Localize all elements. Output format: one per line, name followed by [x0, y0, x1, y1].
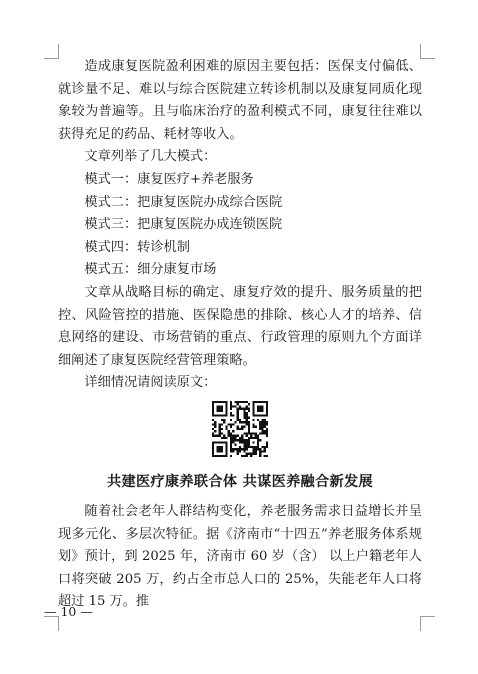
crop-mark-top-right — [420, 44, 435, 59]
paragraph-modes-intro: 文章列举了几大模式： — [84, 149, 217, 165]
paragraph-aging-population: 随着社会老年人群结构变化，养老服务需求日益增长并呈现多元化、多层次特征。据《济南市“十四五”养老服务体系规划》预计，到 2025 年，济南市 60 岁（含） 以上户籍老年人口将突破 205 万，约占全市总人口的 25%，失能老年人口将超过 15 万。推 — [58, 503, 422, 610]
paragraph-profit-difficulties: 造成康复医院盈利困难的原因主要包括：医保支付偏低、就诊量不足、难以与综合医院建立转诊机制以及康复同质化现象较为普遍等。且与临床治疗的盈利模式不同，康复往往难以获得充足的药品、耗材等收入。 — [58, 59, 422, 142]
crop-mark-bottom-right — [420, 616, 435, 631]
list-item: 模式二：把康复医院办成综合医院 — [84, 194, 283, 210]
list-item: 模式一：康复医疗+养老服务 — [84, 171, 254, 187]
modes-list — [58, 169, 422, 282]
list-item: 模式四：转诊机制 — [84, 239, 190, 255]
qr-code-icon[interactable] — [212, 401, 268, 457]
list-item: 模式三：把康复医院办成连锁医院 — [84, 217, 283, 233]
page-number: — 10 — — [44, 604, 93, 619]
crop-mark-top-left — [44, 44, 59, 59]
paragraph-management-strategy: 文章从战略目标的确定、康复疗效的提升、服务质量的把控、风险管控的措施、医保隐患的排除、核心人才的培养、信息网络的建设、市场营销的重点、行政管理的原则九个方面详细阐述了康复医院经营管理策略。 — [58, 284, 422, 368]
section-heading: 共建医疗康养联合体 共谋医养融合新发展 — [106, 473, 373, 490]
paragraph-read-more: 详细情况请阅读原文： — [84, 375, 217, 391]
list-item: 模式五：细分康复市场 — [84, 262, 217, 278]
page-content — [58, 56, 422, 614]
qr-code-container — [58, 401, 422, 457]
